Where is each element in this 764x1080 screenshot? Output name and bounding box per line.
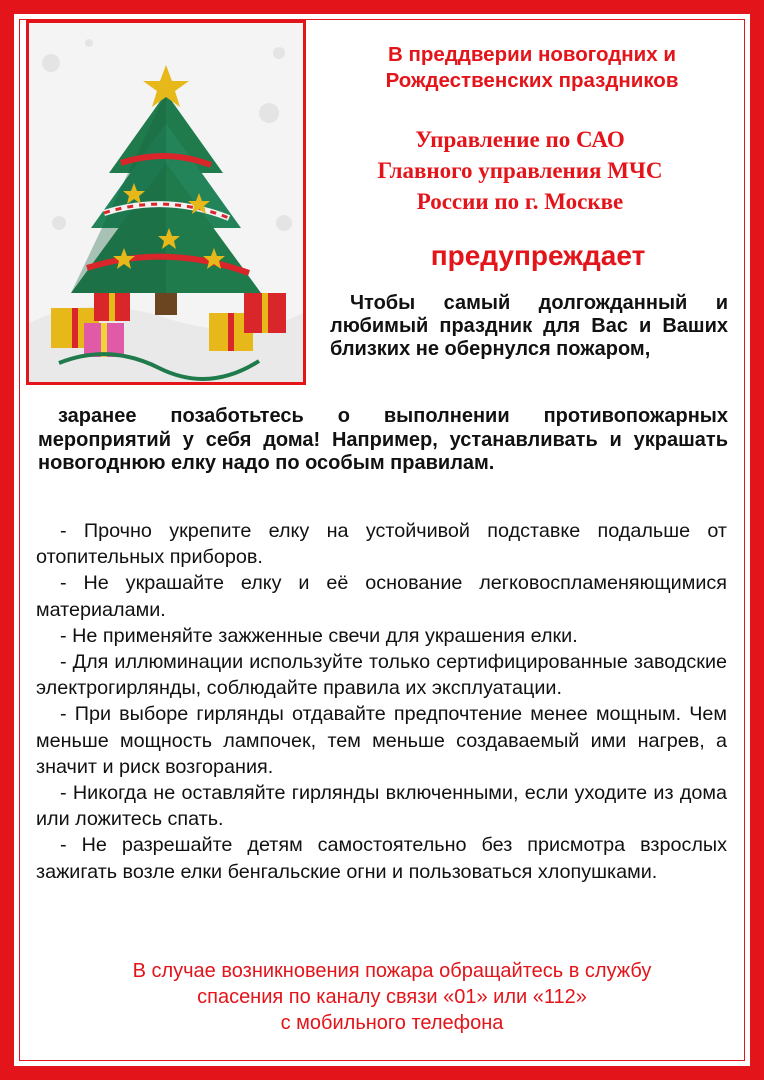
emergency-contact-note	[52, 958, 732, 1036]
rule-item: - Для иллюминации используйте только сертифицированные заводские электрогирлянды, соблюдайте правила их эксплуатации.	[36, 651, 727, 700]
intro-paragraph: Чтобы самый долгожданный и любимый праздник для Вас и Ваших близких не обернулся пожаром,	[330, 292, 728, 360]
footer-line: В случае возникновения пожара обращайтесь в службу	[132, 960, 652, 982]
rule-item: - Никогда не оставляйте гирлянды включенными, если уходите из дома или ложитесь спать.	[36, 782, 727, 831]
safety-rules-list	[36, 518, 727, 885]
footer-line: спасения по каналу связи «01» или «112»	[197, 986, 587, 1008]
authority-line: Управление по САО	[415, 127, 625, 152]
rule-item: - Не разрешайте детям самостоятельно без присмотра взрослых зажигать возле елки бенгальские огни и пользоваться хлопушками.	[36, 834, 727, 883]
heading-line: Рождественских праздников	[385, 69, 679, 92]
rule-item: - Прочно укрепите елку на устойчивой подставке подальше от отопительных приборов.	[36, 520, 727, 569]
body-paragraph: заранее позаботьтесь о выполнении противопожарных мероприятий у себя дома! Например, устанавливать и украшать новогоднюю елку надо по особым правилам.	[38, 405, 728, 474]
authority-name	[322, 124, 718, 217]
footer-line: с мобильного телефона	[280, 1012, 504, 1034]
rule-item: - Не украшайте елку и её основание легковоспламеняющимися материалами.	[36, 572, 727, 621]
authority-line: России по г. Москве	[416, 189, 624, 214]
authority-line: Главного управления МЧС	[377, 158, 663, 183]
heading	[320, 42, 744, 94]
warns-heading: предупреждает	[430, 240, 646, 271]
rule-item: - Не применяйте зажженные свечи для украшения елки.	[60, 624, 578, 647]
rule-item: - При выборе гирлянды отдавайте предпочтение менее мощным. Чем меньше мощность лампочек, тем меньше создаваемый ими нагрев, а значит и риск возгорания.	[36, 703, 727, 778]
christmas-tree-illustration	[26, 20, 306, 385]
heading-line: В преддверии новогодних и	[388, 43, 676, 66]
